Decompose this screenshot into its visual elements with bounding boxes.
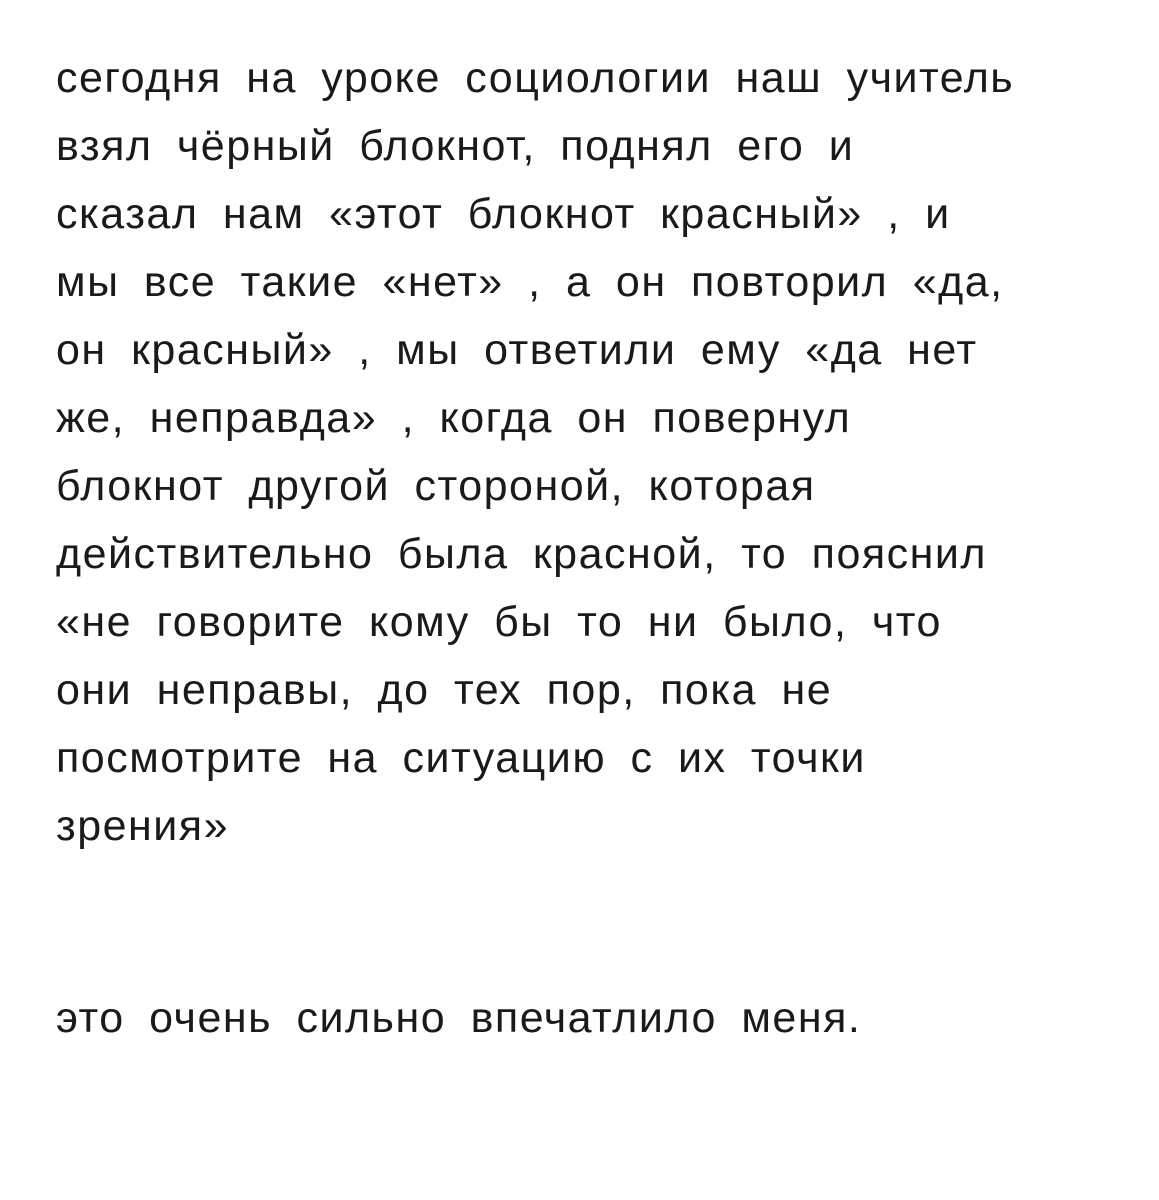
paragraph-gap (56, 860, 1116, 984)
text-line: он красный» , мы ответили ему «да нет (56, 326, 978, 374)
text-line: сказал нам «этот блокнот красный» , и (56, 190, 951, 238)
text-line: действительно была красной, то пояснил (56, 530, 987, 578)
text-line: зрения» (56, 802, 230, 850)
text-line: блокнот другой стороной, которая (56, 462, 816, 510)
text-line: сегодня на уроке социологии наш учитель (56, 54, 1015, 102)
post-text (56, 44, 1116, 1052)
text-line: посмотрите на ситуацию с их точки (56, 734, 866, 782)
text-line: же, неправда» , когда он повернул (56, 394, 852, 442)
text-line: мы все такие «нет» , а он повторил «да, (56, 258, 1004, 306)
closing-line: это очень сильно впечатлило меня. (56, 994, 862, 1042)
text-line: они неправы, до тех пор, пока не (56, 666, 833, 714)
text-line: «не говорите кому бы то ни было, что (56, 598, 942, 646)
text-line: взял чёрный блокнот, поднял его и (56, 122, 855, 170)
